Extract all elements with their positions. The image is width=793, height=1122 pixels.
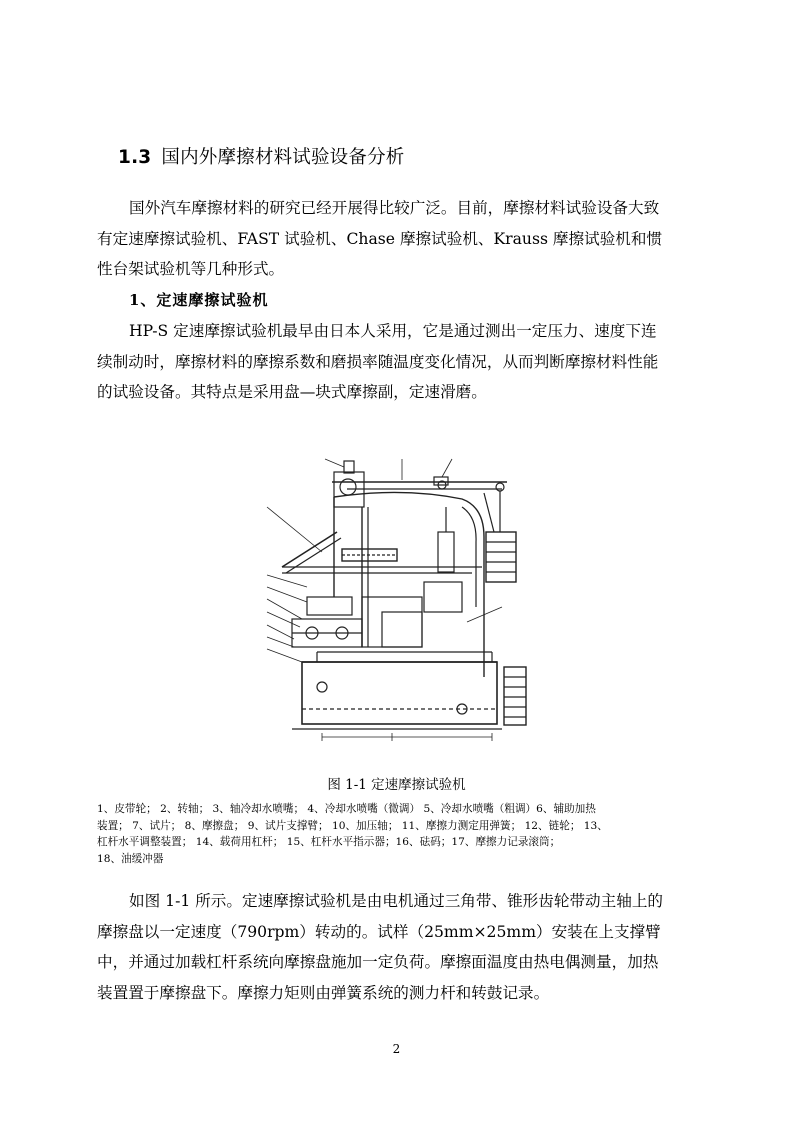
text-line: 装置置于摩擦盘下。摩擦力矩则由弹簧系统的测力杆和转鼓记录。 — [97, 983, 550, 1002]
page-number: 2 — [392, 1042, 401, 1056]
text-line: 如图 1-1 所示。定速摩擦试验机是由电机通过三角带、锥形齿轮带动主轴上的 — [129, 892, 664, 910]
hps-paragraph — [97, 316, 697, 408]
text-line: 国外汽车摩擦材料的研究已经开展得比较广泛。目前，摩擦材料试验设备大致 — [129, 199, 660, 217]
text-line: 性台架试验机等几种形式。 — [97, 260, 285, 278]
text-line: 的试验设备。其特点是采用盘—块式摩擦副，定速滑磨。 — [97, 383, 487, 401]
section-number: 1.3 — [118, 147, 152, 168]
text-line: HP-S 定速摩擦试验机最早由日本人采用，它是通过测出一定压力、速度下连 — [129, 322, 657, 340]
text-line: 续制动时，摩擦材料的摩擦系数和磨损率随温度变化情况，从而判断摩擦材料性能 — [97, 352, 659, 371]
section-heading — [118, 143, 404, 169]
text-line: 有定速摩擦试验机、FAST 试验机、Chase 摩擦试验机、Krauss 摩擦试验机和惯 — [97, 229, 663, 248]
subsection-heading: 1、定速摩擦试验机 — [129, 291, 269, 309]
text-line: 摩擦盘以一定速度（790rpm）转动的。试样（25mm×25mm）安装在上支撑臂 — [97, 922, 661, 941]
body-paragraph — [97, 886, 697, 1008]
intro-paragraph — [97, 193, 697, 285]
legend-line: 18、油缓冲器 — [97, 852, 164, 865]
section-title: 国内外摩擦材料试验设备分析 — [161, 147, 405, 168]
legend-line: 1、皮带轮； 2、转轴； 3、轴冷却水喷嘴； 4、冷却水喷嘴（微调） 5、冷却水喷嘴（粗调）6、辅助加热 — [97, 803, 596, 815]
legend-line: 装置； 7、试片； 8、摩擦盘； 9、试片支撑臂； 10、加压轴； 11、摩擦力测定用弹簧； 12、链轮； 13、 — [97, 819, 608, 832]
text-line: 中，并通过加载杠杆系统向摩擦盘施加一定负荷。摩擦面温度由热电偶测量，加热 — [97, 953, 659, 971]
figure-caption: 图 1-1 定速摩擦试验机 — [327, 777, 466, 793]
figure-legend — [97, 801, 697, 867]
friction-tester-drawing — [262, 447, 532, 755]
legend-line: 杠杆水平调整装置； 14、载荷用杠杆； 15、杠杆水平指示器；16、砝码；17、摩擦力记录滚筒； — [97, 836, 561, 849]
